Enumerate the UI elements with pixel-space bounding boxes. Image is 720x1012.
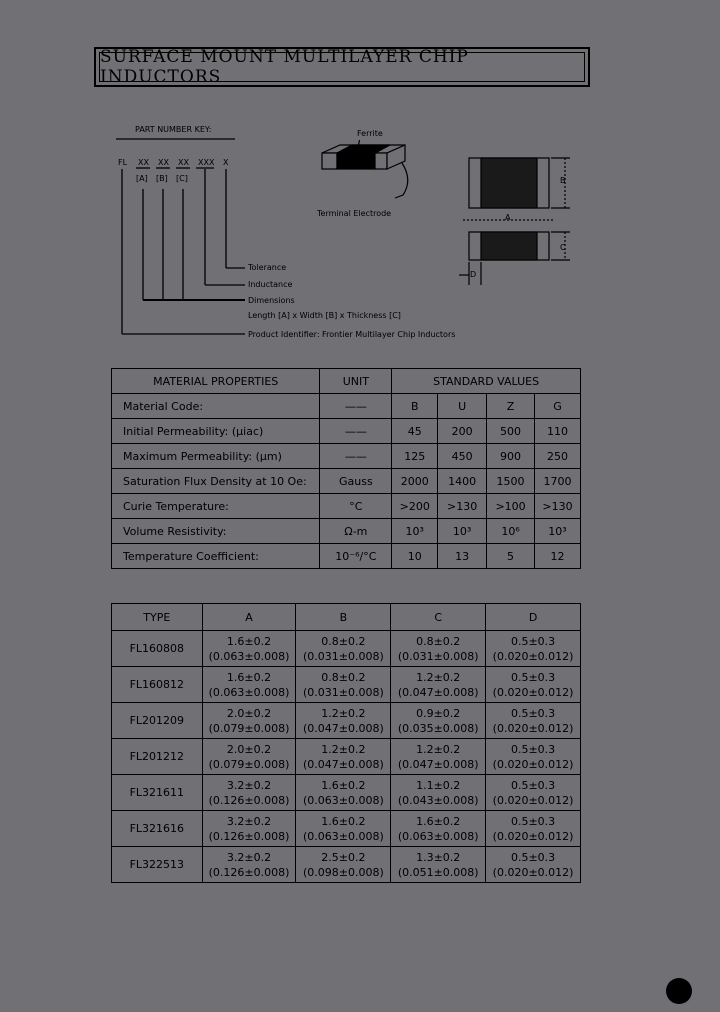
unit-cell: 10⁻⁶/°C bbox=[320, 544, 392, 569]
value-cell: 10³ bbox=[535, 519, 581, 544]
property-cell: Saturation Flux Density at 10 Oe: bbox=[112, 469, 320, 494]
dimension-inch: (0.063±0.008) bbox=[208, 649, 290, 663]
code-fl: FL bbox=[118, 158, 128, 167]
dimension-cell bbox=[296, 847, 391, 883]
dimension-cell bbox=[202, 739, 296, 775]
dimension-inch: (0.047±0.008) bbox=[397, 757, 479, 771]
dimension-inch: (0.063±0.008) bbox=[397, 829, 479, 843]
dimension-cell bbox=[486, 847, 581, 883]
dimension-inch: (0.031±0.008) bbox=[302, 649, 384, 663]
property-cell: Volume Resistivity: bbox=[112, 519, 320, 544]
bracket-a: [A] bbox=[136, 174, 148, 183]
unit-cell: Ω-m bbox=[320, 519, 392, 544]
dimension-cell bbox=[486, 739, 581, 775]
code-c: XX bbox=[178, 158, 189, 167]
dimension-inch: (0.063±0.008) bbox=[302, 793, 384, 807]
header-cell: TYPE bbox=[112, 604, 203, 631]
dimension-cell bbox=[296, 739, 391, 775]
dimension-cell bbox=[296, 667, 391, 703]
dimension-cell bbox=[202, 667, 296, 703]
dimension-cell bbox=[202, 811, 296, 847]
dimension-cell bbox=[391, 703, 486, 739]
dimension-mm: 1.1±0.2 bbox=[416, 778, 461, 792]
value-cell: 1500 bbox=[487, 469, 535, 494]
dimension-cell bbox=[296, 703, 391, 739]
code-a: XX bbox=[138, 158, 149, 167]
table-header bbox=[112, 604, 581, 631]
property-cell: Temperature Coefficient: bbox=[112, 544, 320, 569]
dimension-mm: 1.2±0.2 bbox=[321, 706, 366, 720]
value-cell: 900 bbox=[487, 444, 535, 469]
dimension-cell bbox=[202, 631, 296, 667]
code-tolerance: X bbox=[223, 158, 229, 167]
dimension-inch: (0.063±0.008) bbox=[302, 829, 384, 843]
ferrite-label: Ferrite bbox=[357, 129, 383, 138]
header-cell: MATERIAL PROPERTIES bbox=[112, 369, 320, 394]
dimension-inch: (0.098±0.008) bbox=[302, 865, 384, 879]
dimension-mm: 0.8±0.2 bbox=[416, 634, 461, 648]
dimension-mm: 3.2±0.2 bbox=[226, 850, 272, 864]
value-cell: 200 bbox=[438, 419, 487, 444]
bracket-b: [B] bbox=[156, 174, 168, 183]
table-row bbox=[112, 667, 581, 703]
table-row bbox=[112, 544, 581, 569]
dimension-cell bbox=[486, 703, 581, 739]
page-marker-dot bbox=[666, 978, 692, 1004]
property-cell: Maximum Permeability: (μm) bbox=[112, 444, 320, 469]
value-cell: 450 bbox=[438, 444, 487, 469]
property-cell: Material Code: bbox=[112, 394, 320, 419]
unit-cell: —— bbox=[320, 394, 392, 419]
dimension-mm: 0.5±0.3 bbox=[510, 670, 556, 684]
dimension-inch: (0.047±0.008) bbox=[302, 721, 384, 735]
unit-cell: Gauss bbox=[320, 469, 392, 494]
type-cell: FL160812 bbox=[112, 667, 203, 703]
type-cell: FL201212 bbox=[112, 739, 203, 775]
value-cell: 1700 bbox=[535, 469, 581, 494]
dimension-inch: (0.020±0.012) bbox=[492, 685, 574, 699]
dimension-mm: 1.6±0.2 bbox=[226, 670, 272, 684]
dimension-mm: 0.5±0.3 bbox=[510, 634, 556, 648]
value-cell: 10³ bbox=[392, 519, 438, 544]
value-cell: U bbox=[438, 394, 487, 419]
dimension-inch: (0.047±0.008) bbox=[397, 685, 479, 699]
dimension-cell bbox=[296, 775, 391, 811]
property-cell: Curie Temperature: bbox=[112, 494, 320, 519]
value-cell: >200 bbox=[392, 494, 438, 519]
dimension-cell bbox=[296, 631, 391, 667]
dimension-mm: 2.0±0.2 bbox=[226, 706, 272, 720]
value-cell: 10⁶ bbox=[487, 519, 535, 544]
dimension-mm: 1.2±0.2 bbox=[416, 742, 461, 756]
dimension-cell bbox=[391, 811, 486, 847]
dimension-mm: 0.8±0.2 bbox=[321, 634, 366, 648]
type-cell: FL321616 bbox=[112, 811, 203, 847]
dimension-cell bbox=[202, 703, 296, 739]
dimension-mm: 1.6±0.2 bbox=[416, 814, 461, 828]
dimension-cell bbox=[391, 631, 486, 667]
dimension-mm: 0.5±0.3 bbox=[510, 778, 556, 792]
table-row bbox=[112, 631, 581, 667]
dim-a: A bbox=[505, 213, 511, 222]
dimension-mm: 1.6±0.2 bbox=[226, 634, 272, 648]
header-cell: C bbox=[391, 604, 486, 631]
table-row bbox=[112, 703, 581, 739]
label-tolerance: Tolerance bbox=[248, 263, 287, 272]
dimension-cell bbox=[202, 775, 296, 811]
value-cell: >130 bbox=[438, 494, 487, 519]
value-cell: 13 bbox=[438, 544, 487, 569]
dimension-inch: (0.020±0.012) bbox=[492, 721, 574, 735]
code-b: XX bbox=[158, 158, 169, 167]
value-cell: 110 bbox=[535, 419, 581, 444]
dimension-inch: (0.020±0.012) bbox=[492, 865, 574, 879]
part-key-heading: PART NUMBER KEY: bbox=[135, 125, 212, 134]
dimension-inch: (0.126±0.008) bbox=[208, 793, 290, 807]
value-cell: 250 bbox=[535, 444, 581, 469]
dim-c: C bbox=[560, 243, 566, 252]
dimension-mm: 2.5±0.2 bbox=[321, 850, 366, 864]
dimension-inch: (0.020±0.012) bbox=[492, 649, 574, 663]
value-cell: 500 bbox=[487, 419, 535, 444]
dim-d: D bbox=[470, 270, 477, 279]
label-dimensions-detail: Length [A] x Width [B] x Thickness [C] bbox=[248, 311, 401, 320]
bracket-c: [C] bbox=[176, 174, 188, 183]
code-inductance: XXX bbox=[198, 158, 215, 167]
value-cell: B bbox=[392, 394, 438, 419]
dimension-inch: (0.126±0.008) bbox=[208, 829, 290, 843]
dimension-cell bbox=[391, 739, 486, 775]
dimension-inch: (0.020±0.012) bbox=[492, 757, 574, 771]
value-cell: G bbox=[535, 394, 581, 419]
dimension-mm: 1.6±0.2 bbox=[321, 814, 366, 828]
label-inductance: Inductance bbox=[248, 280, 293, 289]
dimension-inch: (0.126±0.008) bbox=[208, 865, 290, 879]
dimension-mm: 0.5±0.3 bbox=[510, 850, 556, 864]
table-row bbox=[112, 494, 581, 519]
value-cell: 10 bbox=[392, 544, 438, 569]
page-title: SURFACE MOUNT MULTILAYER CHIP INDUCTORS bbox=[99, 52, 585, 82]
dimension-mm: 3.2±0.2 bbox=[226, 778, 272, 792]
terminal-electrode-label: Terminal Electrode bbox=[317, 209, 392, 218]
dimension-cell bbox=[391, 667, 486, 703]
header-cell: A bbox=[202, 604, 296, 631]
value-cell: 10³ bbox=[438, 519, 487, 544]
value-cell: 2000 bbox=[392, 469, 438, 494]
dimension-drawing bbox=[455, 150, 585, 290]
dimension-mm: 1.2±0.2 bbox=[416, 670, 461, 684]
dimension-inch: (0.043±0.008) bbox=[397, 793, 479, 807]
dimension-inch: (0.031±0.008) bbox=[397, 649, 479, 663]
table-row bbox=[112, 519, 581, 544]
dimension-mm: 3.2±0.2 bbox=[226, 814, 272, 828]
dimension-cell bbox=[486, 631, 581, 667]
dimension-inch: (0.063±0.008) bbox=[208, 685, 290, 699]
value-cell: Z bbox=[487, 394, 535, 419]
dimension-cell bbox=[391, 775, 486, 811]
chip-drawing bbox=[315, 140, 415, 220]
dimension-cell bbox=[296, 811, 391, 847]
header-cell: STANDARD VALUES bbox=[392, 369, 581, 394]
property-cell: Initial Permeability: (μiac) bbox=[112, 419, 320, 444]
dim-b: B bbox=[560, 176, 566, 185]
label-dimensions: Dimensions bbox=[248, 296, 295, 305]
type-cell: FL321611 bbox=[112, 775, 203, 811]
dimension-inch: (0.035±0.008) bbox=[397, 721, 479, 735]
header-cell: UNIT bbox=[320, 369, 392, 394]
dimension-cell bbox=[486, 811, 581, 847]
value-cell: 1400 bbox=[438, 469, 487, 494]
dimension-cell bbox=[486, 775, 581, 811]
label-product: Product Identifier: Frontier Multilayer Chip Inductors bbox=[248, 330, 456, 339]
table-row bbox=[112, 469, 581, 494]
table-row bbox=[112, 811, 581, 847]
dimension-inch: (0.020±0.012) bbox=[492, 793, 574, 807]
value-cell: 45 bbox=[392, 419, 438, 444]
unit-cell: —— bbox=[320, 444, 392, 469]
table-row bbox=[112, 739, 581, 775]
table-row bbox=[112, 775, 581, 811]
dimension-inch: (0.051±0.008) bbox=[397, 865, 479, 879]
type-cell: FL160808 bbox=[112, 631, 203, 667]
value-cell: 12 bbox=[535, 544, 581, 569]
dimension-mm: 1.2±0.2 bbox=[321, 742, 366, 756]
table-row bbox=[112, 444, 581, 469]
dimension-inch: (0.020±0.012) bbox=[492, 829, 574, 843]
material-properties-table bbox=[111, 368, 581, 569]
dimension-mm: 0.8±0.2 bbox=[321, 670, 366, 684]
dimension-inch: (0.079±0.008) bbox=[208, 721, 290, 735]
table-row bbox=[112, 419, 581, 444]
dimension-cell bbox=[202, 847, 296, 883]
value-cell: >130 bbox=[535, 494, 581, 519]
value-cell: 125 bbox=[392, 444, 438, 469]
value-cell: 5 bbox=[487, 544, 535, 569]
header-cell: D bbox=[486, 604, 581, 631]
type-cell: FL201209 bbox=[112, 703, 203, 739]
dimension-cell bbox=[486, 667, 581, 703]
dimension-mm: 0.5±0.3 bbox=[510, 706, 556, 720]
dimension-mm: 0.5±0.3 bbox=[510, 742, 556, 756]
dimension-inch: (0.047±0.008) bbox=[302, 757, 384, 771]
dimension-cell bbox=[391, 847, 486, 883]
table-row bbox=[112, 394, 581, 419]
dimension-mm: 1.3±0.2 bbox=[416, 850, 461, 864]
dimensions-table bbox=[111, 603, 581, 883]
table-header bbox=[112, 369, 581, 394]
table-row bbox=[112, 847, 581, 883]
value-cell: >100 bbox=[487, 494, 535, 519]
dimension-mm: 1.6±0.2 bbox=[321, 778, 366, 792]
dimension-mm: 2.0±0.2 bbox=[226, 742, 272, 756]
type-cell: FL322513 bbox=[112, 847, 203, 883]
dimension-inch: (0.079±0.008) bbox=[208, 757, 290, 771]
unit-cell: —— bbox=[320, 419, 392, 444]
dimension-mm: 0.9±0.2 bbox=[416, 706, 461, 720]
dimension-mm: 0.5±0.3 bbox=[510, 814, 556, 828]
dimension-inch: (0.031±0.008) bbox=[302, 685, 384, 699]
unit-cell: °C bbox=[320, 494, 392, 519]
header-cell: B bbox=[296, 604, 391, 631]
